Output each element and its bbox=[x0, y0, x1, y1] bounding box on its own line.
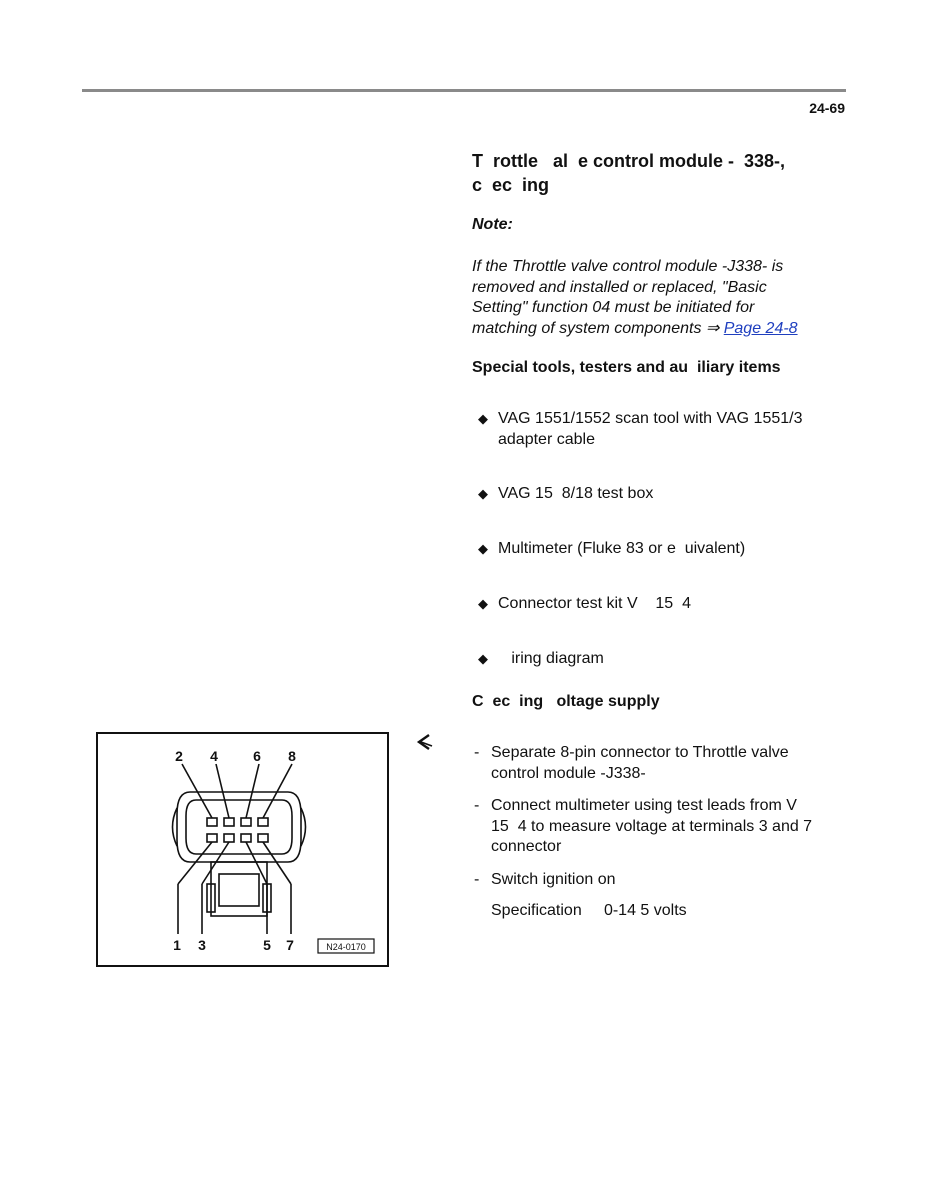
title-line-1: T rottle al e control module - 338-, bbox=[472, 151, 786, 171]
checking-voltage-heading: C ec ing oltage supply bbox=[472, 693, 660, 710]
diamond-bullet-icon: ◆ bbox=[478, 651, 488, 666]
pin-label: 6 bbox=[253, 748, 261, 764]
step-dash: - bbox=[474, 871, 480, 888]
step-dash: - bbox=[474, 797, 480, 814]
tool-item-text: Multimeter (Fluke 83 or e uivalent) bbox=[498, 540, 746, 557]
tool-item-text: VAG 15 8/18 test box bbox=[498, 485, 654, 502]
tool-item-text: Connector test kit V 15 4 bbox=[498, 595, 691, 612]
note-line: If the Throttle valve control module -J338- is bbox=[472, 258, 784, 275]
connector-drawing bbox=[98, 734, 387, 965]
step-text-cont: 15 4 to measure voltage at terminals 3 and 7 bbox=[491, 817, 813, 835]
pin-label: 7 bbox=[286, 937, 294, 953]
tool-list-item bbox=[478, 648, 846, 670]
diamond-bullet-icon: ◆ bbox=[478, 486, 488, 501]
note-line: removed and installed or replaced, "Basic bbox=[472, 278, 767, 296]
tool-list-item bbox=[478, 538, 846, 560]
specification-value: Specification 0-14 5 volts bbox=[491, 902, 687, 919]
diamond-bullet-icon: ◆ bbox=[478, 596, 488, 611]
pointer-arrow-icon bbox=[414, 733, 434, 751]
step-text: Switch ignition on bbox=[491, 871, 616, 888]
step-text: Connect multimeter using test leads from V bbox=[491, 797, 797, 814]
special-tools-heading: Special tools, testers and au iliary items bbox=[472, 359, 781, 376]
tool-item-text-cont: adapter cable bbox=[498, 431, 595, 448]
procedure-step bbox=[474, 796, 846, 859]
diamond-bullet-icon: ◆ bbox=[478, 541, 488, 556]
tool-item-text: iring diagram bbox=[498, 650, 604, 667]
page-reference-link[interactable]: Page 24-8 bbox=[723, 319, 798, 337]
connector-diagram bbox=[96, 732, 389, 967]
procedure-step bbox=[474, 743, 846, 785]
note-line-text: matching of system components ⇒ bbox=[472, 319, 724, 337]
pin-label: 1 bbox=[173, 937, 181, 953]
step-text-cont: connector bbox=[491, 838, 562, 855]
note-label: Note: bbox=[472, 216, 513, 233]
note-line: Setting" function 04 must be initiated for bbox=[472, 299, 755, 316]
note-text bbox=[472, 257, 845, 339]
procedure-step bbox=[474, 870, 846, 892]
tool-item-text: VAG 1551/1552 scan tool with VAG 1551/3 bbox=[498, 410, 803, 427]
title-line-2: c ec ing bbox=[472, 175, 550, 195]
tool-list-item bbox=[478, 408, 846, 452]
figure-reference-code: N24-0170 bbox=[326, 942, 366, 952]
page-title bbox=[472, 149, 852, 197]
note-line bbox=[472, 319, 845, 340]
tool-list-item bbox=[478, 593, 846, 615]
pin-label: 2 bbox=[175, 748, 183, 764]
header-rule bbox=[82, 89, 846, 92]
pin-label: 3 bbox=[198, 937, 206, 953]
diamond-bullet-icon: ◆ bbox=[478, 411, 488, 426]
pin-label: 8 bbox=[288, 748, 296, 764]
step-text: Separate 8-pin connector to Throttle valve bbox=[491, 744, 789, 761]
step-dash: - bbox=[474, 744, 480, 761]
tool-list-item bbox=[478, 483, 846, 505]
page-number: 24-69 bbox=[809, 100, 845, 116]
pin-label: 4 bbox=[210, 748, 218, 764]
step-text-cont: control module -J338- bbox=[491, 764, 646, 782]
pin-label: 5 bbox=[263, 937, 271, 953]
